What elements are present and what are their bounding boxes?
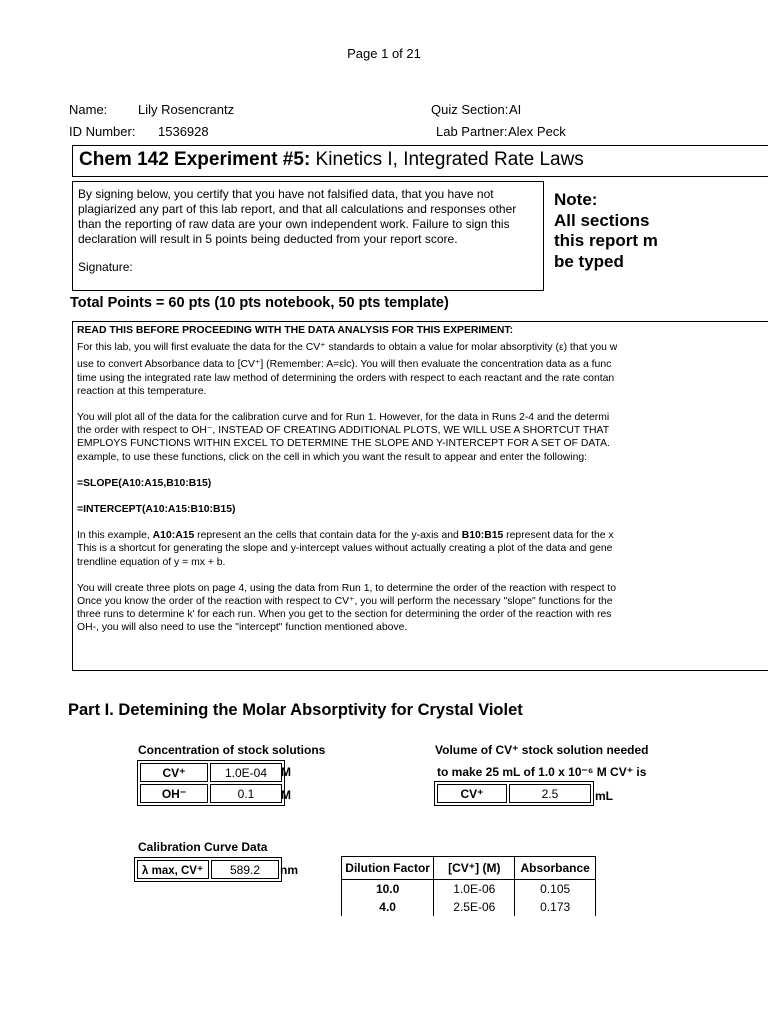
- stock-label-cv: CV⁺: [140, 763, 208, 782]
- stock-row-oh: [140, 784, 282, 803]
- part1-title: Part I. Detemining the Molar Absorptivity for Crystal Violet: [68, 701, 523, 719]
- dilution-header-factor: Dilution Factor: [342, 857, 434, 880]
- note: [554, 190, 658, 272]
- instructions-text: [77, 324, 768, 635]
- dilution-table: [341, 856, 596, 916]
- para3-line1: [77, 529, 768, 542]
- para4-line2: Once you know the order of the reaction with respect to CV⁺, you will perform the necessary "slope" functions for the: [77, 596, 613, 608]
- para3-line2: This is a shortcut for generating the slope and y-intercept values without actually creating a plot of the data and gene: [77, 543, 613, 555]
- dilution-header-conc: [CV⁺] (M): [434, 857, 515, 880]
- volume-row: [437, 784, 591, 803]
- para2-line4: example, to use these functions, click on the cell in which you want the result to appear and enter the following:: [77, 451, 588, 463]
- para4-line4: OH-, you will also need to use the "intercept" function mentioned above.: [77, 622, 408, 634]
- stock-value-oh[interactable]: 0.1: [210, 784, 282, 803]
- dilution-factor-cell[interactable]: 4.0: [342, 898, 434, 916]
- note-line-4: be typed: [554, 251, 624, 271]
- note-line-1: Note:: [554, 190, 598, 209]
- name-value: Lily Rosencrantz: [138, 102, 235, 117]
- name-label: Name:: [69, 102, 108, 117]
- page-number: Page 1 of 21: [347, 46, 421, 61]
- dilution-conc-cell[interactable]: 2.5E-06: [434, 898, 515, 916]
- dilution-factor-cell[interactable]: 10.0: [342, 880, 434, 899]
- para3-text-a: In this example,: [77, 530, 153, 542]
- lambda-max-label: λ max, CV⁺: [137, 860, 209, 879]
- lambda-max-value[interactable]: 589.2: [211, 860, 279, 879]
- instructions-box: [72, 321, 768, 671]
- para1-line1: For this lab, you will first evaluate the data for the CV⁺ standards to obtain a value for molar absorptivity (ε) that you w: [77, 342, 618, 354]
- calibration-table: [134, 857, 282, 882]
- volume-heading-2: to make 25 mL of 1.0 x 10⁻⁶ M CV⁺ is: [437, 765, 647, 779]
- quiz-section-value: AI: [509, 102, 522, 117]
- para3-range-a: A10:A15: [152, 530, 195, 542]
- calibration-row: [137, 860, 279, 879]
- para1-line4: reaction at this temperature.: [77, 385, 207, 397]
- para4-line3: three runs to determine k' for each run. When you get to the section for determining the order of the reaction with res: [77, 609, 612, 621]
- lab-partner-value: Alex Peck: [508, 124, 566, 139]
- volume-value[interactable]: 2.5: [509, 784, 591, 803]
- title-box: [72, 145, 768, 177]
- stock-row-cv: [140, 763, 282, 782]
- para3-text-b: represent an the cells that contain data for the y-axis and: [194, 530, 462, 542]
- para2-line3: EMPLOYS FUNCTIONS WITHIN EXCEL TO DETERMINE THE SLOPE AND Y-INTERCEPT FOR A SET OF DATA.: [77, 438, 610, 450]
- certification-box: [72, 181, 544, 291]
- dilution-conc-cell[interactable]: 1.0E-06: [434, 880, 515, 899]
- id-value: 1536928: [158, 124, 209, 139]
- dilution-header-abs: Absorbance: [515, 857, 596, 880]
- id-label: ID Number:: [69, 124, 136, 139]
- para1-line3: time using the integrated rate law method of determining the orders with respect to each reactant and the rate contan: [77, 372, 615, 384]
- formula-slope: =SLOPE(A10:A15,B10:B15): [77, 477, 212, 489]
- note-line-3: this report m: [554, 231, 658, 250]
- dilution-row: [342, 898, 596, 916]
- title-rest: Kinetics I, Integrated Rate Laws: [310, 149, 584, 170]
- stock-unit-cv: M: [281, 765, 291, 779]
- volume-label: CV⁺: [437, 784, 507, 803]
- lab-partner-label: Lab Partner:: [436, 124, 508, 139]
- para4-line1: You will create three plots on page 4, using the data from Run 1, to determine the order of the reaction with respect to: [77, 582, 617, 594]
- para3-range-b: B10:B15: [461, 530, 504, 542]
- stock-value-cv[interactable]: 1.0E-04: [210, 763, 282, 782]
- quiz-section-label: Quiz Section:: [431, 102, 509, 117]
- para2-line1: You will plot all of the data for the calibration curve and for Run 1. However, for the data in Runs 2-4 and the determi: [77, 412, 610, 424]
- para2-line2: the order with respect to OH⁻, INSTEAD OF CREATING ADDITIONAL PLOTS, WE WILL USE A SHORTCUT THAT: [77, 425, 610, 437]
- dilution-row: [342, 880, 596, 899]
- title-bold: Chem 142 Experiment #5:: [79, 149, 311, 170]
- lambda-max-unit: nm: [280, 863, 298, 877]
- volume-heading: Volume of CV⁺ stock solution needed: [435, 743, 649, 757]
- stock-heading: Concentration of stock solutions: [138, 743, 326, 757]
- stock-unit-oh: M: [281, 788, 291, 802]
- volume-unit: mL: [595, 789, 613, 803]
- certification-text: By signing below, you certify that you have not falsified data, that you have not plagiarized any part of this lab report, and that all calculations and responses other than the reporting of raw data are your own independent work. Failure to sign this declaration will result in 5 points being deducted from your report score.: [78, 187, 517, 246]
- document-title: [79, 149, 584, 171]
- calibration-heading: Calibration Curve Data: [138, 840, 268, 854]
- instructions-heading: READ THIS BEFORE PROCEEDING WITH THE DATA ANALYSIS FOR THIS EXPERIMENT:: [77, 325, 514, 336]
- stock-label-oh: OH⁻: [140, 784, 208, 803]
- para1-line2: use to convert Absorbance data to [CV⁺] (Remember: A=εlc). You will then evaluate the concentration data as a func: [77, 359, 612, 371]
- volume-table: [434, 781, 594, 806]
- para3-line3: trendline equation of y = mx + b.: [77, 556, 226, 568]
- total-points: Total Points = 60 pts (10 pts notebook, 50 pts template): [70, 295, 449, 311]
- note-line-2: All sections: [554, 210, 650, 230]
- dilution-header-row: [342, 857, 596, 880]
- formula-intercept: =INTERCEPT(A10:A15:B10:B15): [77, 504, 236, 516]
- dilution-abs-cell[interactable]: 0.173: [515, 898, 596, 916]
- stock-table: [137, 760, 285, 806]
- para3-text-c: represent data for the x: [503, 530, 614, 542]
- dilution-abs-cell[interactable]: 0.105: [515, 880, 596, 899]
- signature-label: Signature:: [78, 260, 133, 274]
